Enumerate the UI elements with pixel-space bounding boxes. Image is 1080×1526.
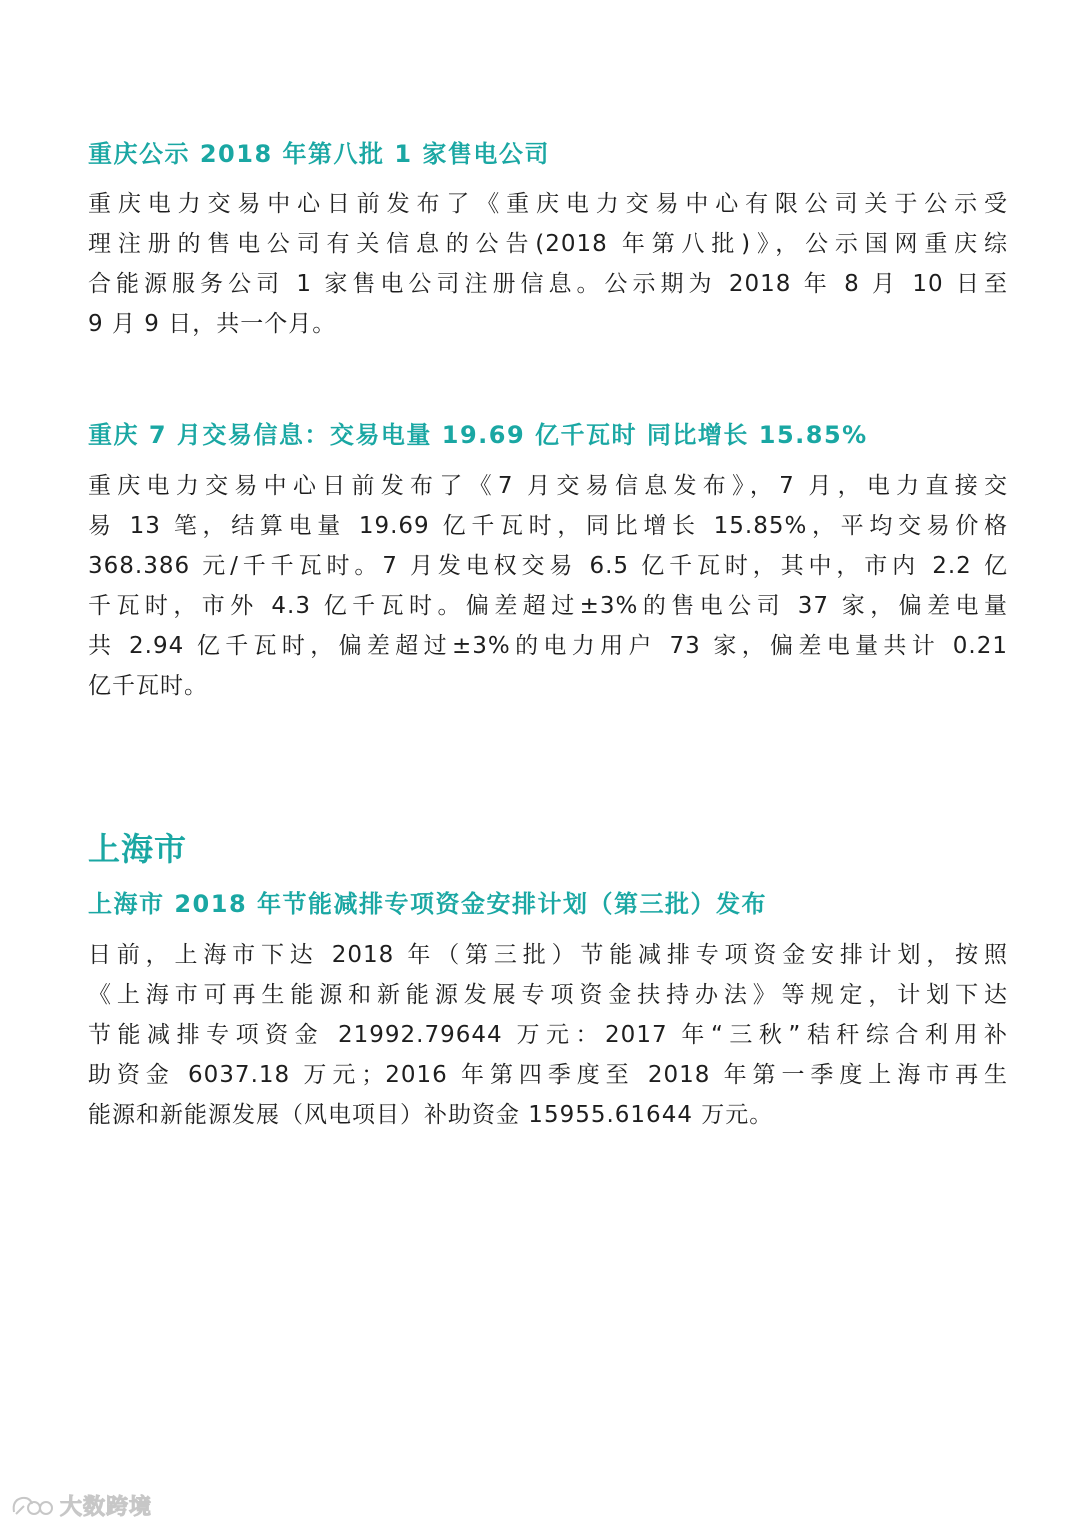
paragraph-line: 亿千瓦时。	[88, 673, 208, 699]
paragraph-line: 368.386 元/千千瓦时。7 月发电权交易 6.5 亿千瓦时，其中，市内 2.2 亿	[88, 553, 1008, 579]
paragraph-line: 9 月 9 日，共一个月。	[88, 311, 337, 337]
paragraph-line: 共 2.94 亿千瓦时，偏差超过±3%的电力用户 73 家，偏差电量共计 0.21	[88, 633, 1008, 659]
paragraph-line: 日前，上海市下达 2018 年（第三批）节能减排专项资金安排计划，按照	[88, 942, 1008, 968]
paragraph-chongqing-registration	[88, 184, 1008, 344]
paragraph-line: 《上海市可再生能源和新能源发展专项资金扶持办法》等规定，计划下达	[88, 982, 1008, 1008]
paragraph-line: 千瓦时，市外 4.3 亿千瓦时。偏差超过±3%的售电公司 37 家，偏差电量	[88, 593, 1008, 619]
section-heading-chongqing-july-trading: 重庆 7 月交易信息：交易电量 19.69 亿千瓦时 同比增长 15.85%	[88, 421, 868, 449]
paragraph-shanghai-energy-fund	[88, 935, 1008, 1135]
section-heading-chongqing-registration: 重庆公示 2018 年第八批 1 家售电公司	[88, 140, 550, 168]
paragraph-chongqing-july-trading	[88, 466, 1008, 706]
watermark	[10, 1490, 152, 1521]
paragraph-line: 能源和新能源发展（风电项目）补助资金 15955.61644 万元。	[88, 1102, 774, 1128]
paragraph-line: 合能源服务公司 1 家售电公司注册信息。公示期为 2018 年 8 月 10 日至	[88, 271, 1008, 297]
region-title-shanghai: 上海市	[88, 830, 188, 868]
paragraph-line: 易 13 笔，结算电量 19.69 亿千瓦时，同比增长 15.85%，平均交易价格	[88, 513, 1008, 539]
paragraph-line: 节能减排专项资金 21992.79644 万元：2017 年“三秋”秸秆综合利用补	[88, 1022, 1008, 1048]
brand-logo-icon	[10, 1492, 56, 1520]
watermark-text: 大数跨境	[60, 1495, 153, 1520]
paragraph-line: 重庆电力交易中心日前发布了《重庆电力交易中心有限公司关于公示受	[88, 191, 1008, 217]
paragraph-line: 理注册的售电公司有关信息的公告(2018 年第八批)》，公示国网重庆综	[88, 231, 1008, 257]
section-heading-shanghai-energy-fund: 上海市 2018 年节能减排专项资金安排计划（第三批）发布	[88, 890, 768, 918]
paragraph-line: 助资金 6037.18 万元；2016 年第四季度至 2018 年第一季度上海市再生	[88, 1062, 1008, 1088]
paragraph-line: 重庆电力交易中心日前发布了《7 月交易信息发布》，7 月，电力直接交	[88, 473, 1008, 499]
